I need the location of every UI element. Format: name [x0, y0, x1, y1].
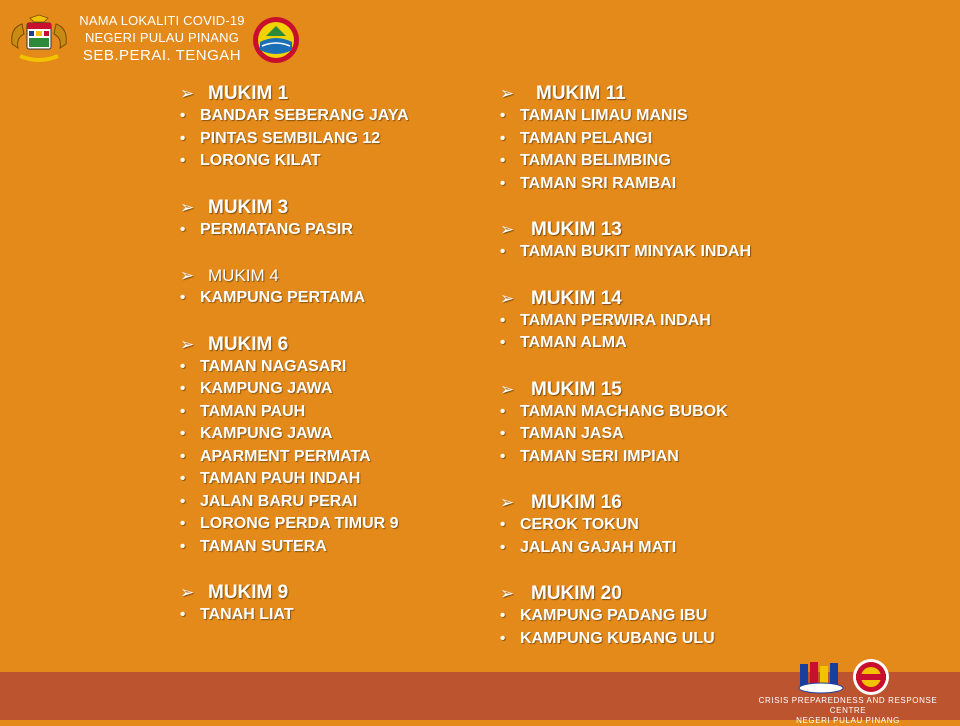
mukim-heading [180, 82, 409, 105]
mukim-heading [180, 333, 409, 356]
locality-name: TANAH LIAT [200, 606, 294, 623]
left-column [180, 82, 409, 650]
mukim-group [500, 287, 751, 355]
locality-list [180, 105, 409, 173]
bullet-icon: • [180, 425, 186, 442]
locality-name: TAMAN MACHANG BUBOK [520, 402, 728, 420]
list-item [180, 378, 409, 401]
locality-list [500, 310, 751, 355]
arrowhead-icon: ➢ [180, 334, 195, 354]
locality-name: CEROK TOKUN [520, 516, 639, 533]
list-item [500, 310, 751, 333]
mukim-group [180, 264, 409, 310]
mukim-heading-text: MUKIM 4 [208, 266, 279, 285]
penang-state-seal-logo [252, 16, 300, 64]
bullet-icon: • [180, 152, 186, 169]
bullet-icon: • [500, 516, 506, 533]
bullet-icon: • [180, 289, 186, 306]
footer-caption [740, 696, 956, 726]
locality-name: KAMPUNG PERTAMA [200, 289, 366, 306]
locality-list [180, 219, 409, 242]
arrowhead-icon: ➢ [500, 584, 515, 603]
locality-list [500, 401, 751, 469]
malaysia-coat-of-arms-logo [8, 14, 70, 66]
mukim-heading-text: MUKIM 11 [536, 83, 626, 104]
locality-name: TAMAN BELIMBING [520, 152, 671, 169]
locality-list [180, 287, 409, 310]
cprc-logo [796, 660, 846, 694]
mukim-group [500, 378, 751, 469]
mukim-heading-text: MUKIM 20 [531, 583, 622, 604]
mukim-group [180, 196, 409, 242]
mukim-heading-text: MUKIM 1 [208, 83, 289, 104]
locality-name: PERMATANG PASIR [200, 220, 353, 238]
bullet-icon: • [180, 447, 186, 465]
list-item [180, 105, 409, 128]
bullet-icon: • [180, 107, 186, 124]
locality-list [180, 356, 409, 559]
bullet-icon: • [180, 606, 186, 623]
footer-line-1: CRISIS PREPAREDNESS AND RESPONSE CENTRE [758, 696, 938, 715]
mukim-group [500, 218, 751, 264]
list-item [500, 605, 751, 628]
title-line-3: SEB.PERAI. TENGAH [82, 47, 242, 64]
bullet-icon: • [500, 334, 506, 351]
list-item [500, 241, 751, 264]
bullet-icon: • [500, 152, 506, 169]
mukim-heading-text: MUKIM 13 [531, 219, 622, 240]
mukim-group [500, 491, 751, 559]
locality-name: LORONG KILAT [200, 152, 321, 169]
list-item [500, 332, 751, 355]
mukim-heading-text: MUKIM 16 [531, 492, 622, 513]
mukim-heading [500, 218, 751, 241]
mukim-heading [500, 378, 751, 401]
list-item [180, 423, 409, 446]
locality-name: TAMAN SERI IMPIAN [520, 447, 679, 465]
arrowhead-icon: ➢ [500, 84, 515, 103]
mukim-heading [180, 264, 409, 287]
mukim-heading-text: MUKIM 6 [208, 333, 289, 355]
locality-name: TAMAN SUTERA [200, 537, 327, 555]
locality-name: APARMENT PERMATA [200, 447, 371, 465]
mukim-heading-text: MUKIM 15 [531, 378, 622, 400]
list-item [180, 491, 409, 514]
list-item [500, 401, 751, 424]
list-item [500, 150, 751, 173]
bullet-icon: • [180, 470, 186, 487]
mukim-group [500, 82, 751, 195]
bullet-icon: • [500, 243, 506, 260]
arrowhead-icon: ➢ [500, 493, 515, 512]
list-item [180, 536, 409, 559]
title-line-1: NAMA LOKALITI COVID-19 [79, 13, 245, 28]
locality-name: KAMPUNG PADANG IBU [520, 607, 708, 624]
mukim-heading [180, 196, 409, 219]
header [0, 0, 310, 80]
mukim-heading [500, 82, 751, 105]
bullet-icon: • [180, 515, 186, 532]
arrowhead-icon: ➢ [180, 197, 195, 217]
bullet-icon: • [180, 492, 186, 510]
bullet-icon: • [180, 129, 186, 147]
locality-name: TAMAN JASA [520, 425, 624, 442]
locality-name: LORONG PERDA TIMUR 9 [200, 515, 399, 532]
arrowhead-icon: ➢ [500, 379, 515, 399]
bullet-icon: • [500, 425, 506, 442]
list-item [500, 173, 751, 196]
locality-name: TAMAN PERWIRA INDAH [520, 311, 711, 329]
list-item [180, 128, 409, 151]
bullet-icon: • [500, 538, 506, 556]
mukim-heading [500, 491, 751, 514]
bullet-icon: • [180, 380, 186, 397]
bullet-icon: • [180, 220, 186, 238]
locality-name: TAMAN SRI RAMBAI [520, 174, 677, 192]
list-item [500, 514, 751, 537]
mukim-heading [500, 582, 751, 605]
locality-name: KAMPUNG JAWA [200, 380, 333, 397]
arrowhead-icon: ➢ [500, 288, 515, 308]
locality-name: TAMAN NAGASARI [200, 357, 347, 375]
locality-name: TAMAN LIMAU MANIS [520, 107, 688, 124]
list-item [180, 287, 409, 310]
list-item [180, 401, 409, 424]
locality-name: KAMPUNG JAWA [200, 425, 333, 442]
bullet-icon: • [500, 311, 506, 329]
locality-name: PINTAS SEMBILANG 12 [200, 129, 381, 147]
locality-name: BANDAR SEBERANG JAYA [200, 107, 409, 124]
locality-list [500, 241, 751, 264]
locality-list [500, 105, 751, 195]
list-item [180, 219, 409, 242]
list-item [180, 446, 409, 469]
arrowhead-icon: ➢ [180, 266, 195, 285]
locality-name: TAMAN ALMA [520, 334, 627, 351]
footer-line-2: NEGERI PULAU PINANG [796, 716, 900, 725]
locality-name: TAMAN PELANGI [520, 129, 653, 147]
mukim-group [180, 333, 409, 559]
locality-name: TAMAN PAUH [200, 402, 306, 420]
bullet-icon: • [500, 129, 506, 147]
bullet-icon: • [180, 402, 186, 420]
locality-list [180, 604, 409, 627]
arrowhead-icon: ➢ [180, 583, 195, 602]
list-item [180, 513, 409, 536]
bullet-icon: • [500, 447, 506, 465]
mukim-heading [500, 287, 751, 310]
list-item [500, 105, 751, 128]
locality-name: JALAN GAJAH MATI [520, 538, 677, 556]
locality-list [500, 605, 751, 650]
locality-name: KAMPUNG KUBANG ULU [520, 629, 715, 647]
mukim-heading-text: MUKIM 3 [208, 196, 289, 218]
list-item [180, 468, 409, 491]
list-item [180, 604, 409, 627]
list-item [500, 446, 751, 469]
locality-name: TAMAN PAUH INDAH [200, 470, 361, 487]
mukim-heading [180, 581, 409, 604]
right-column [500, 82, 751, 673]
list-item [500, 423, 751, 446]
mukim-heading-text: MUKIM 14 [531, 287, 622, 309]
bullet-icon: • [500, 402, 506, 420]
list-item [500, 628, 751, 651]
locality-name: JALAN BARU PERAI [200, 492, 358, 510]
bullet-icon: • [180, 537, 186, 555]
list-item [180, 356, 409, 379]
bullet-icon: • [500, 629, 506, 647]
bullet-icon: • [500, 607, 506, 624]
bullet-icon: • [500, 107, 506, 124]
locality-name: TAMAN BUKIT MINYAK INDAH [520, 243, 752, 260]
bullet-icon: • [180, 357, 186, 375]
title-line-2: NEGERI PULAU PINANG [84, 30, 240, 45]
list-item [500, 128, 751, 151]
mukim-heading-text: MUKIM 9 [208, 582, 289, 603]
bullet-icon: • [500, 174, 506, 192]
arrowhead-icon: ➢ [500, 220, 515, 239]
mukim-group [180, 581, 409, 627]
mukim-group [180, 82, 409, 173]
arrowhead-icon: ➢ [180, 84, 195, 103]
locality-list [500, 514, 751, 559]
list-item [180, 150, 409, 173]
header-title [74, 12, 250, 66]
prevention-campaign-logo [852, 658, 890, 696]
mukim-group [500, 582, 751, 650]
list-item [500, 537, 751, 560]
